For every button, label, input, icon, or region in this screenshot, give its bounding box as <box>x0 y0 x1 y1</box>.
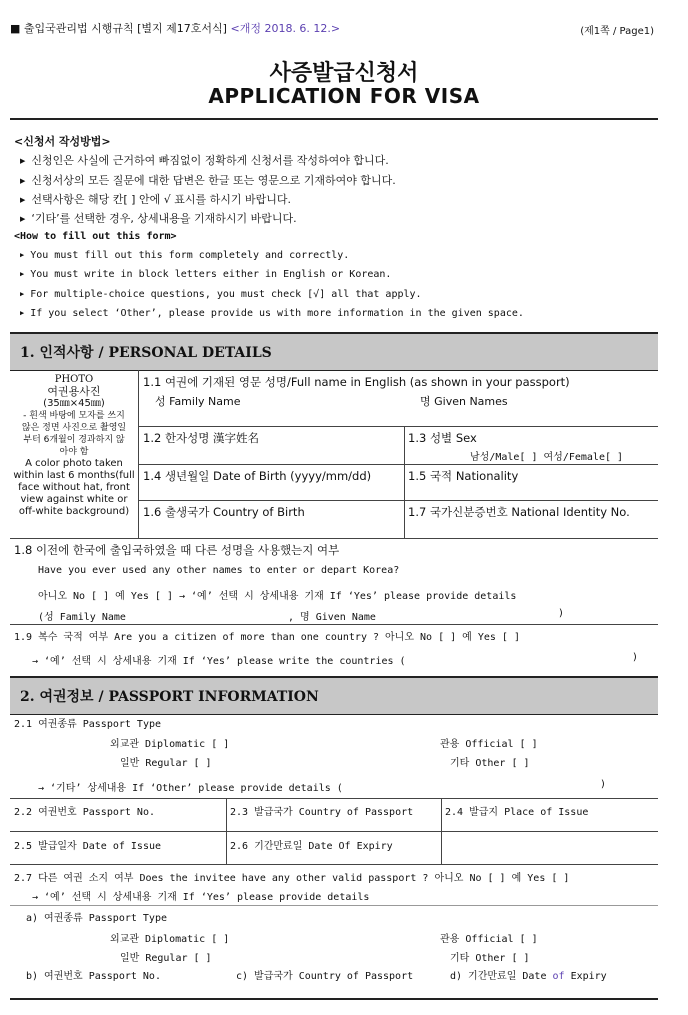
field-1-8-question: Have you ever used any other names to enter or depart Korea? <box>38 565 400 576</box>
diplomatic-checkbox[interactable]: 외교관 Diplomatic [ ] <box>110 739 230 750</box>
row-divider <box>10 538 658 539</box>
field-2-5-date-of-issue[interactable]: 2.5 발급일자 Date of Issue <box>14 841 162 852</box>
photo-size: (35㎜×45㎜) <box>43 398 105 409</box>
field-1-3-sex: 1.3 성별 Sex <box>408 431 477 445</box>
photo-note-ko-4: 아야 함 <box>59 447 89 457</box>
photo-note-en-3: face without hat, front <box>18 482 130 493</box>
row-divider <box>10 864 658 865</box>
other-passport-no-field[interactable]: b) 여권번호 Passport No. <box>26 971 161 982</box>
field-1-9-dual-citizenship[interactable]: 1.9 복수 국적 여부 Are you a citizen of more than one country ? 아니오 No [ ] 예 Yes [ ] <box>14 632 520 643</box>
title-korean: 사증발급신청서 <box>269 61 419 86</box>
row-divider <box>10 624 658 625</box>
instruction-en-3: ▶ For multiple-choice questions, you must check [√] all that apply. <box>20 289 422 300</box>
field-1-8-label: 1.8 이전에 한국에 출입국하였을 때 다른 성명을 사용했는지 여부 <box>14 543 340 557</box>
other-checkbox[interactable]: 기타 Other [ ] <box>450 758 530 769</box>
photo-note-en-1: A color photo taken <box>25 458 123 469</box>
photo-note-ko-2: 않은 정면 사진으로 촬영일 <box>21 423 127 433</box>
other-official-checkbox[interactable]: 관용 Official [ ] <box>440 934 538 945</box>
title-english: APPLICATION FOR VISA <box>208 84 480 108</box>
field-2-7-detail: → ‘예’ 선택 시 상세내용 기재 If ‘Yes’ please provide details <box>32 892 370 903</box>
photo-title: PHOTO <box>54 374 94 385</box>
regular-checkbox[interactable]: 일반 Regular [ ] <box>120 758 212 769</box>
page-number: (제1쪽 / Page1) <box>580 26 654 37</box>
photo-box[interactable] <box>10 370 139 538</box>
other-date-of-expiry-field[interactable]: d) 기간만료일 Date of Expiry <box>450 971 607 982</box>
official-checkbox[interactable]: 관용 Official [ ] <box>440 739 538 750</box>
header-divider <box>10 118 658 120</box>
photo-note-en-4: view against white or <box>20 494 128 505</box>
other-other-checkbox[interactable]: 기타 Other [ ] <box>450 953 530 964</box>
field-1-5-nationality[interactable]: 1.5 국적 Nationality <box>408 469 519 483</box>
given-names-field[interactable]: 명 Given Names <box>420 395 508 408</box>
field-2-2-passport-no[interactable]: 2.2 여권번호 Passport No. <box>14 807 155 818</box>
field-1-2-chinese-name[interactable]: 1.2 한자성명 漢字姓名 <box>143 431 260 445</box>
field-1-9-countries[interactable]: → ‘예’ 선택 시 상세내용 기재 If ‘Yes’ please write the countries ( <box>32 656 406 667</box>
other-details-field[interactable]: → ‘기타’ 상세내용 If ‘Other’ please provide details ( <box>38 783 343 794</box>
photo-note-en-2: within last 6 months(full <box>13 470 135 481</box>
instruction-ko-1: ▶ 신청인은 사실에 근거하여 빠짐없이 정확하게 신청서를 작성하여야 합니다. <box>20 152 389 168</box>
section-1-title: 1. 인적사항 / PERSONAL DETAILS <box>20 345 272 361</box>
other-family-name-field[interactable]: (성 Family Name <box>38 612 126 623</box>
field-1-6-country-of-birth[interactable]: 1.6 출생국가 Country of Birth <box>143 505 305 519</box>
sex-checkboxes[interactable]: 남성/Male[ ] 여성/Female[ ] <box>470 452 624 463</box>
instruction-en-4: ▶ If you select ‘Other’, please provide us with more information in the given space. <box>20 308 524 319</box>
photo-note-ko-3: 부터 6개월이 경과하지 않 <box>23 435 125 445</box>
bracket-close: ) <box>632 652 639 663</box>
col-divider <box>404 426 405 538</box>
row-divider <box>10 905 658 906</box>
field-1-8-choice[interactable]: 아니오 No [ ] 예 Yes [ ] → ‘예’ 선택 시 상세내용 기재 If ‘Yes’ please provide details <box>38 591 517 602</box>
revision-date: <개정 2018. 6. 12.> <box>230 22 341 35</box>
instructions-heading-en: <How to fill out this form> <box>14 231 177 242</box>
other-regular-checkbox[interactable]: 일반 Regular [ ] <box>120 953 212 964</box>
form-reference: ■ 출입국관리법 시행규칙 [별지 제17호서식] <개정 2018. 6. 12.> <box>10 22 341 35</box>
field-2-1-label: 2.1 여권종류 Passport Type <box>14 719 162 730</box>
family-name-field[interactable]: 성 Family Name <box>155 395 241 408</box>
row-divider <box>139 500 658 501</box>
field-1-7-national-id[interactable]: 1.7 국가신분증번호 National Identity No. <box>408 505 630 519</box>
field-2-6-date-of-expiry[interactable]: 2.6 기간만료일 Date Of Expiry <box>230 841 393 852</box>
instruction-ko-4: ▶ ‘기타’를 선택한 경우, 상세내용을 기재하시기 바랍니다. <box>20 210 297 226</box>
other-given-name-field[interactable]: , 명 Given Name <box>288 612 376 623</box>
instructions-heading-ko: <신청서 작성방법> <box>14 135 111 148</box>
row-divider <box>10 798 658 799</box>
field-2-3-country-of-passport[interactable]: 2.3 발급국가 Country of Passport <box>230 807 414 818</box>
row-divider <box>139 426 658 427</box>
other-passport-type-label: a) 여권종류 Passport Type <box>26 913 167 924</box>
instruction-ko-2: ▶ 신청서상의 모든 질문에 대한 답변은 한글 또는 영문으로 기재하여야 합니다. <box>20 172 396 188</box>
instruction-ko-3: ▶ 선택사항은 해당 칸[ ] 안에 √ 표시를 하시기 바랍니다. <box>20 191 291 207</box>
photo-note-ko-1: - 흰색 바탕에 모자를 쓰지 <box>23 411 125 421</box>
field-1-4-date-of-birth[interactable]: 1.4 생년월일 Date of Birth (yyyy/mm/dd) <box>143 469 372 483</box>
field-1-1-label: 1.1 여권에 기재된 영문 성명/Full name in English (as shown in your passport) <box>143 375 570 389</box>
field-2-4-place-of-issue[interactable]: 2.4 발급지 Place of Issue <box>445 807 589 818</box>
other-country-of-passport-field[interactable]: c) 발급국가 Country of Passport <box>236 971 414 982</box>
photo-label-ko: 여권용사진 <box>47 385 101 398</box>
bracket-close: ) <box>600 779 607 790</box>
instruction-en-2: ▶ You must write in block letters either in English or Korean. <box>20 269 391 280</box>
bracket-close: ) <box>558 608 565 619</box>
section-passport-information <box>10 676 658 715</box>
row-divider <box>10 831 658 832</box>
field-2-7-other-passport[interactable]: 2.7 다른 여권 소지 여부 Does the invitee have any other valid passport ? 아니오 No [ ] 예 Yes [ ] <box>14 873 570 884</box>
section-2-title: 2. 여권정보 / PASSPORT INFORMATION <box>20 689 319 705</box>
other-diplomatic-checkbox[interactable]: 외교관 Diplomatic [ ] <box>110 934 230 945</box>
photo-note-en-5: off-white background) <box>18 506 130 517</box>
instruction-en-1: ▶ You must fill out this form completely and correctly. <box>20 250 349 261</box>
section-personal-details <box>10 332 658 371</box>
bottom-border <box>10 998 658 1000</box>
row-divider <box>139 464 658 465</box>
